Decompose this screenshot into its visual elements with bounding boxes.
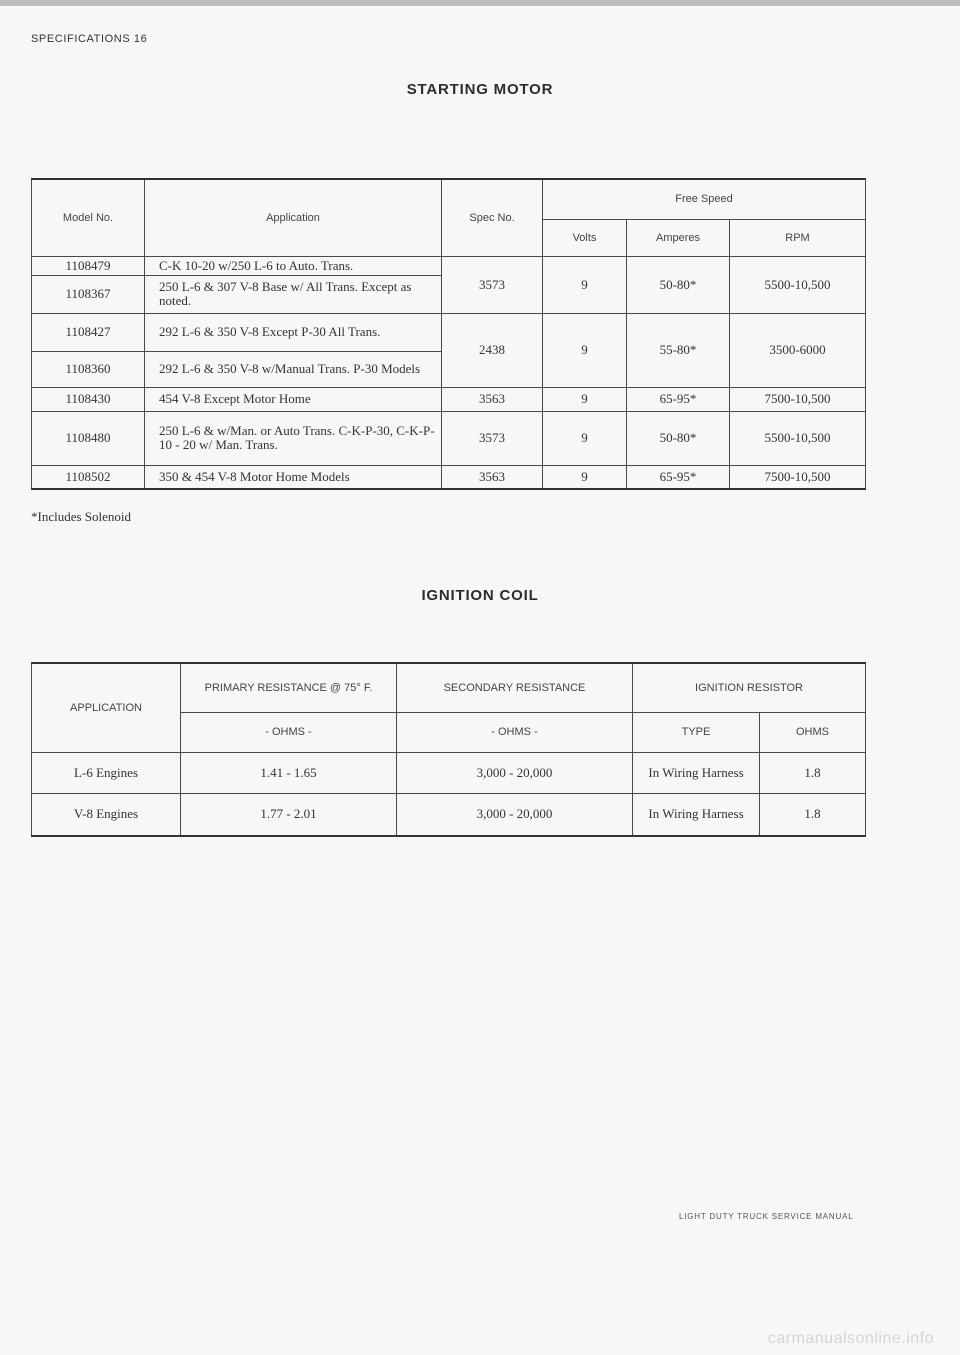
ignition-coil-table <box>31 662 866 837</box>
col-secondary-header: SECONDARY RESISTANCE <box>397 663 633 712</box>
col-spec-header: Spec No. <box>442 179 543 256</box>
starting-motor-table <box>31 178 866 490</box>
amperes-cell: 50-80* <box>627 411 730 465</box>
type-cell: In Wiring Harness <box>633 752 760 793</box>
rpm-cell: 5500-10,500 <box>730 256 866 313</box>
page-header: SPECIFICATIONS 16 <box>31 33 148 45</box>
secondary-cell: 3,000 - 20,000 <box>397 752 633 793</box>
application-cell: 250 L-6 & 307 V-8 Base w/ All Trans. Except as noted. <box>145 275 442 313</box>
application-cell: 454 V-8 Except Motor Home <box>145 387 442 411</box>
application-cell: C-K 10-20 w/250 L-6 to Auto. Trans. <box>145 256 442 275</box>
watermark: carmanualsonline.info <box>767 1330 934 1347</box>
table-row <box>32 752 866 793</box>
application-cell: 350 & 454 V-8 Motor Home Models <box>145 465 442 489</box>
spec-cell: 2438 <box>442 313 543 387</box>
col-ohms-header: OHMS <box>760 712 866 752</box>
table-row <box>32 411 866 465</box>
col-model-header: Model No. <box>32 179 145 256</box>
application-cell: 250 L-6 & w/Man. or Auto Trans. C-K-P-30, C-K-P-10 - 20 w/ Man. Trans. <box>145 411 442 465</box>
model-cell: 1108427 <box>32 313 145 351</box>
amperes-cell: 65-95* <box>627 465 730 489</box>
col-resistor-header: IGNITION RESISTOR <box>633 663 866 712</box>
volts-cell: 9 <box>543 256 627 313</box>
application-cell: 292 L-6 & 350 V-8 w/Manual Trans. P-30 Models <box>145 351 442 387</box>
table-row <box>32 313 866 351</box>
application-cell: V-8 Engines <box>32 793 181 836</box>
amperes-cell: 50-80* <box>627 256 730 313</box>
col-primary-header: PRIMARY RESISTANCE @ 75° F. <box>181 663 397 712</box>
table-row <box>32 793 866 836</box>
table-row <box>32 256 866 275</box>
starting-motor-title: STARTING MOTOR <box>406 81 554 98</box>
model-cell: 1108367 <box>32 275 145 313</box>
application-cell: 292 L-6 & 350 V-8 Except P-30 All Trans. <box>145 313 442 351</box>
ignition-coil-title: IGNITION COIL <box>421 587 539 604</box>
col-volts-header: Volts <box>543 219 627 256</box>
col-type-header: TYPE <box>633 712 760 752</box>
rpm-cell: 3500-6000 <box>730 313 866 387</box>
spec-cell: 3563 <box>442 465 543 489</box>
volts-cell: 9 <box>543 465 627 489</box>
model-cell: 1108430 <box>32 387 145 411</box>
rpm-cell: 7500-10,500 <box>730 465 866 489</box>
model-cell: 1108479 <box>32 256 145 275</box>
spec-cell: 3563 <box>442 387 543 411</box>
top-rule <box>0 0 960 6</box>
col-secondary-unit: - OHMS - <box>397 712 633 752</box>
ohms-cell: 1.8 <box>760 793 866 836</box>
table-row <box>32 465 866 489</box>
volts-cell: 9 <box>543 387 627 411</box>
coil-header-row <box>32 663 866 712</box>
amperes-cell: 55-80* <box>627 313 730 387</box>
model-cell: 1108480 <box>32 411 145 465</box>
footnote: *Includes Solenoid <box>31 509 132 524</box>
col-amperes-header: Amperes <box>627 219 730 256</box>
type-cell: In Wiring Harness <box>633 793 760 836</box>
model-cell: 1108502 <box>32 465 145 489</box>
spec-cell: 3573 <box>442 411 543 465</box>
application-cell: L-6 Engines <box>32 752 181 793</box>
rpm-cell: 5500-10,500 <box>730 411 866 465</box>
motor-header-row <box>32 179 866 219</box>
col-application-header: Application <box>145 179 442 256</box>
volts-cell: 9 <box>543 411 627 465</box>
manual-footer: LIGHT DUTY TRUCK SERVICE MANUAL <box>679 1212 854 1221</box>
primary-cell: 1.41 - 1.65 <box>181 752 397 793</box>
spec-cell: 3573 <box>442 256 543 313</box>
amperes-cell: 65-95* <box>627 387 730 411</box>
rpm-cell: 7500-10,500 <box>730 387 866 411</box>
table-row <box>32 387 866 411</box>
secondary-cell: 3,000 - 20,000 <box>397 793 633 836</box>
col-rpm-header: RPM <box>730 219 866 256</box>
volts-cell: 9 <box>543 313 627 387</box>
primary-cell: 1.77 - 2.01 <box>181 793 397 836</box>
ohms-cell: 1.8 <box>760 752 866 793</box>
col-primary-unit: - OHMS - <box>181 712 397 752</box>
col-application-header: APPLICATION <box>32 663 181 752</box>
col-free-speed-header: Free Speed <box>543 179 866 219</box>
model-cell: 1108360 <box>32 351 145 387</box>
